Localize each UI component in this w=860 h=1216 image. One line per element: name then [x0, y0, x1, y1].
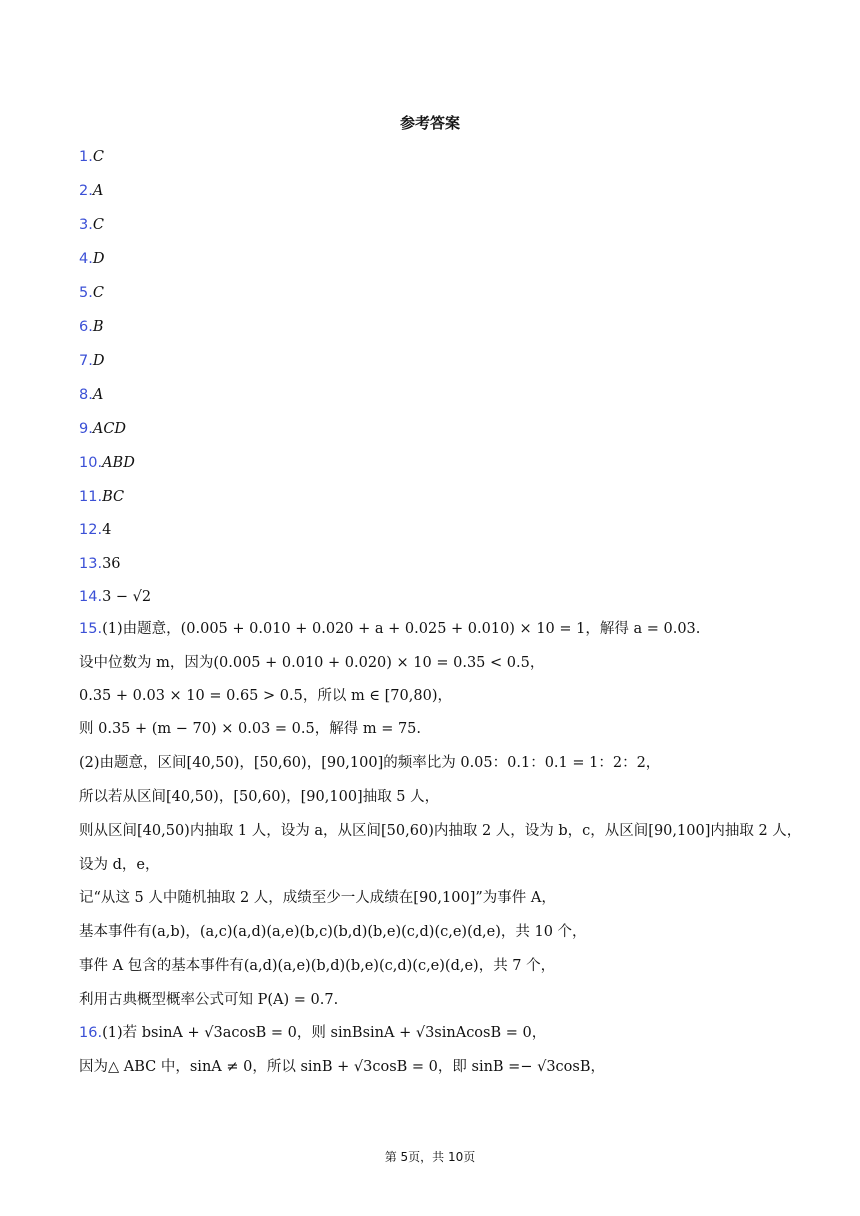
answer-value: C: [92, 149, 104, 165]
answer-item: [79, 317, 799, 337]
solution-text: 则 0.35 + (m − 70) × 0.03 = 0.5，解得 m = 75.: [79, 721, 422, 737]
answer-item: [79, 249, 799, 269]
solution-line: [79, 686, 799, 706]
question-number: 13.: [79, 556, 103, 572]
answer-value: C: [92, 217, 104, 233]
answer-item: [79, 487, 799, 507]
question-number: 3.: [79, 217, 93, 233]
answer-value: 3 − √2: [102, 589, 152, 605]
page-title: 参考答案: [399, 114, 460, 132]
solution-line: [79, 787, 799, 807]
answer-item: [79, 181, 799, 201]
solution-line: [79, 719, 799, 739]
question-number: 11.: [79, 489, 103, 505]
solution-line: [79, 922, 799, 942]
question-number: 1.: [79, 149, 93, 165]
solution-text: 所以若从区间[40,50)，[50,60)，[90,100]抽取 5 人，: [79, 789, 440, 805]
solution-text: (1)由题意，(0.005 + 0.010 + 0.020 + a + 0.025 + 0.010) × 10 = 1，解得 a = 0.03.: [102, 621, 701, 637]
solution-line: [79, 888, 799, 908]
solution-text: 0.35 + 0.03 × 10 = 0.65 > 0.5，所以 m ∈ [70,80)，: [79, 688, 452, 704]
answer-item: [79, 283, 799, 303]
question-number: 8.: [79, 387, 93, 403]
answer-value: B: [92, 319, 104, 335]
answer-item: [79, 587, 799, 607]
solution-text: 事件 A 包含的基本事件有(a,d)(a,e)(b,d)(b,e)(c,d)(c,e)(d,e)，共 7 个，: [79, 958, 556, 974]
solution-text: (1)若 bsinA + √3acosB = 0，则 sinBsinA + √3sinAcosB = 0，: [102, 1025, 547, 1041]
solution-text: 基本事件有(a,b)，(a,c)(a,d)(a,e)(b,c)(b,d)(b,e)(c,d)(c,e)(d,e)，共 10 个，: [79, 924, 587, 940]
solution-text: 设为 d，e，: [79, 857, 160, 873]
solution-line: [79, 956, 799, 976]
solution-line: [79, 619, 799, 639]
answer-item: [79, 453, 799, 473]
solution-text: 设中位数为 m，因为(0.005 + 0.010 + 0.020) × 10 = 0.35 < 0.5，: [79, 655, 545, 671]
solution-text: 利用古典概型概率公式可知 P(A) = 0.7.: [79, 992, 339, 1008]
answer-item: [79, 520, 799, 540]
answer-item: [79, 385, 799, 405]
solution-text: (2)由题意，区间[40,50)，[50,60)，[90,100]的频率比为 0.05：0.1：0.1 = 1：2：2，: [79, 755, 661, 771]
answer-value: A: [92, 387, 104, 403]
question-number: 2.: [79, 183, 93, 199]
solution-line: [79, 821, 802, 841]
answer-item: [79, 351, 799, 371]
solution-text: 记“从这 5 人中随机抽取 2 人，成绩至少一人成绩在[90,100]”为事件 A，: [79, 890, 556, 906]
page-footer: 第 5页，共 10页: [384, 1150, 476, 1164]
question-number: 7.: [79, 353, 93, 369]
solution-line: [79, 855, 799, 875]
solution-text: 因为△ ABC 中，sinA ≠ 0，所以 sinB + √3cosB = 0，即 sinB =− √3cosB，: [79, 1059, 606, 1075]
question-number: 14.: [79, 589, 103, 605]
question-number: 10.: [79, 455, 103, 471]
question-number: 5.: [79, 285, 93, 301]
answer-item: [79, 215, 799, 235]
answer-item: [79, 147, 799, 167]
answer-value: A: [92, 183, 104, 199]
solution-line: [79, 753, 799, 773]
answer-item: [79, 419, 799, 439]
answer-value: ABD: [102, 455, 135, 471]
question-number: 9.: [79, 421, 93, 437]
question-number: 4.: [79, 251, 93, 267]
solution-line: [79, 1023, 799, 1043]
answer-value: ACD: [92, 421, 127, 437]
question-number: 15.: [79, 621, 103, 637]
question-number: 6.: [79, 319, 93, 335]
solution-text: 则从区间[40,50)内抽取 1 人，设为 a，从区间[50,60)内抽取 2 人，设为 b，c，从区间[90,100]内抽取 2 人，: [79, 823, 802, 839]
solution-line: [79, 1057, 799, 1077]
answer-value: BC: [102, 489, 125, 505]
answer-value: D: [92, 251, 105, 267]
solution-line: [79, 653, 799, 673]
question-number: 16.: [79, 1025, 103, 1041]
question-number: 12.: [79, 522, 103, 538]
solution-line: [79, 990, 799, 1010]
answer-item: [79, 554, 799, 574]
answer-value: 4: [102, 522, 112, 538]
answer-value: 36: [102, 556, 121, 572]
answer-value: C: [92, 285, 104, 301]
answer-value: D: [92, 353, 105, 369]
